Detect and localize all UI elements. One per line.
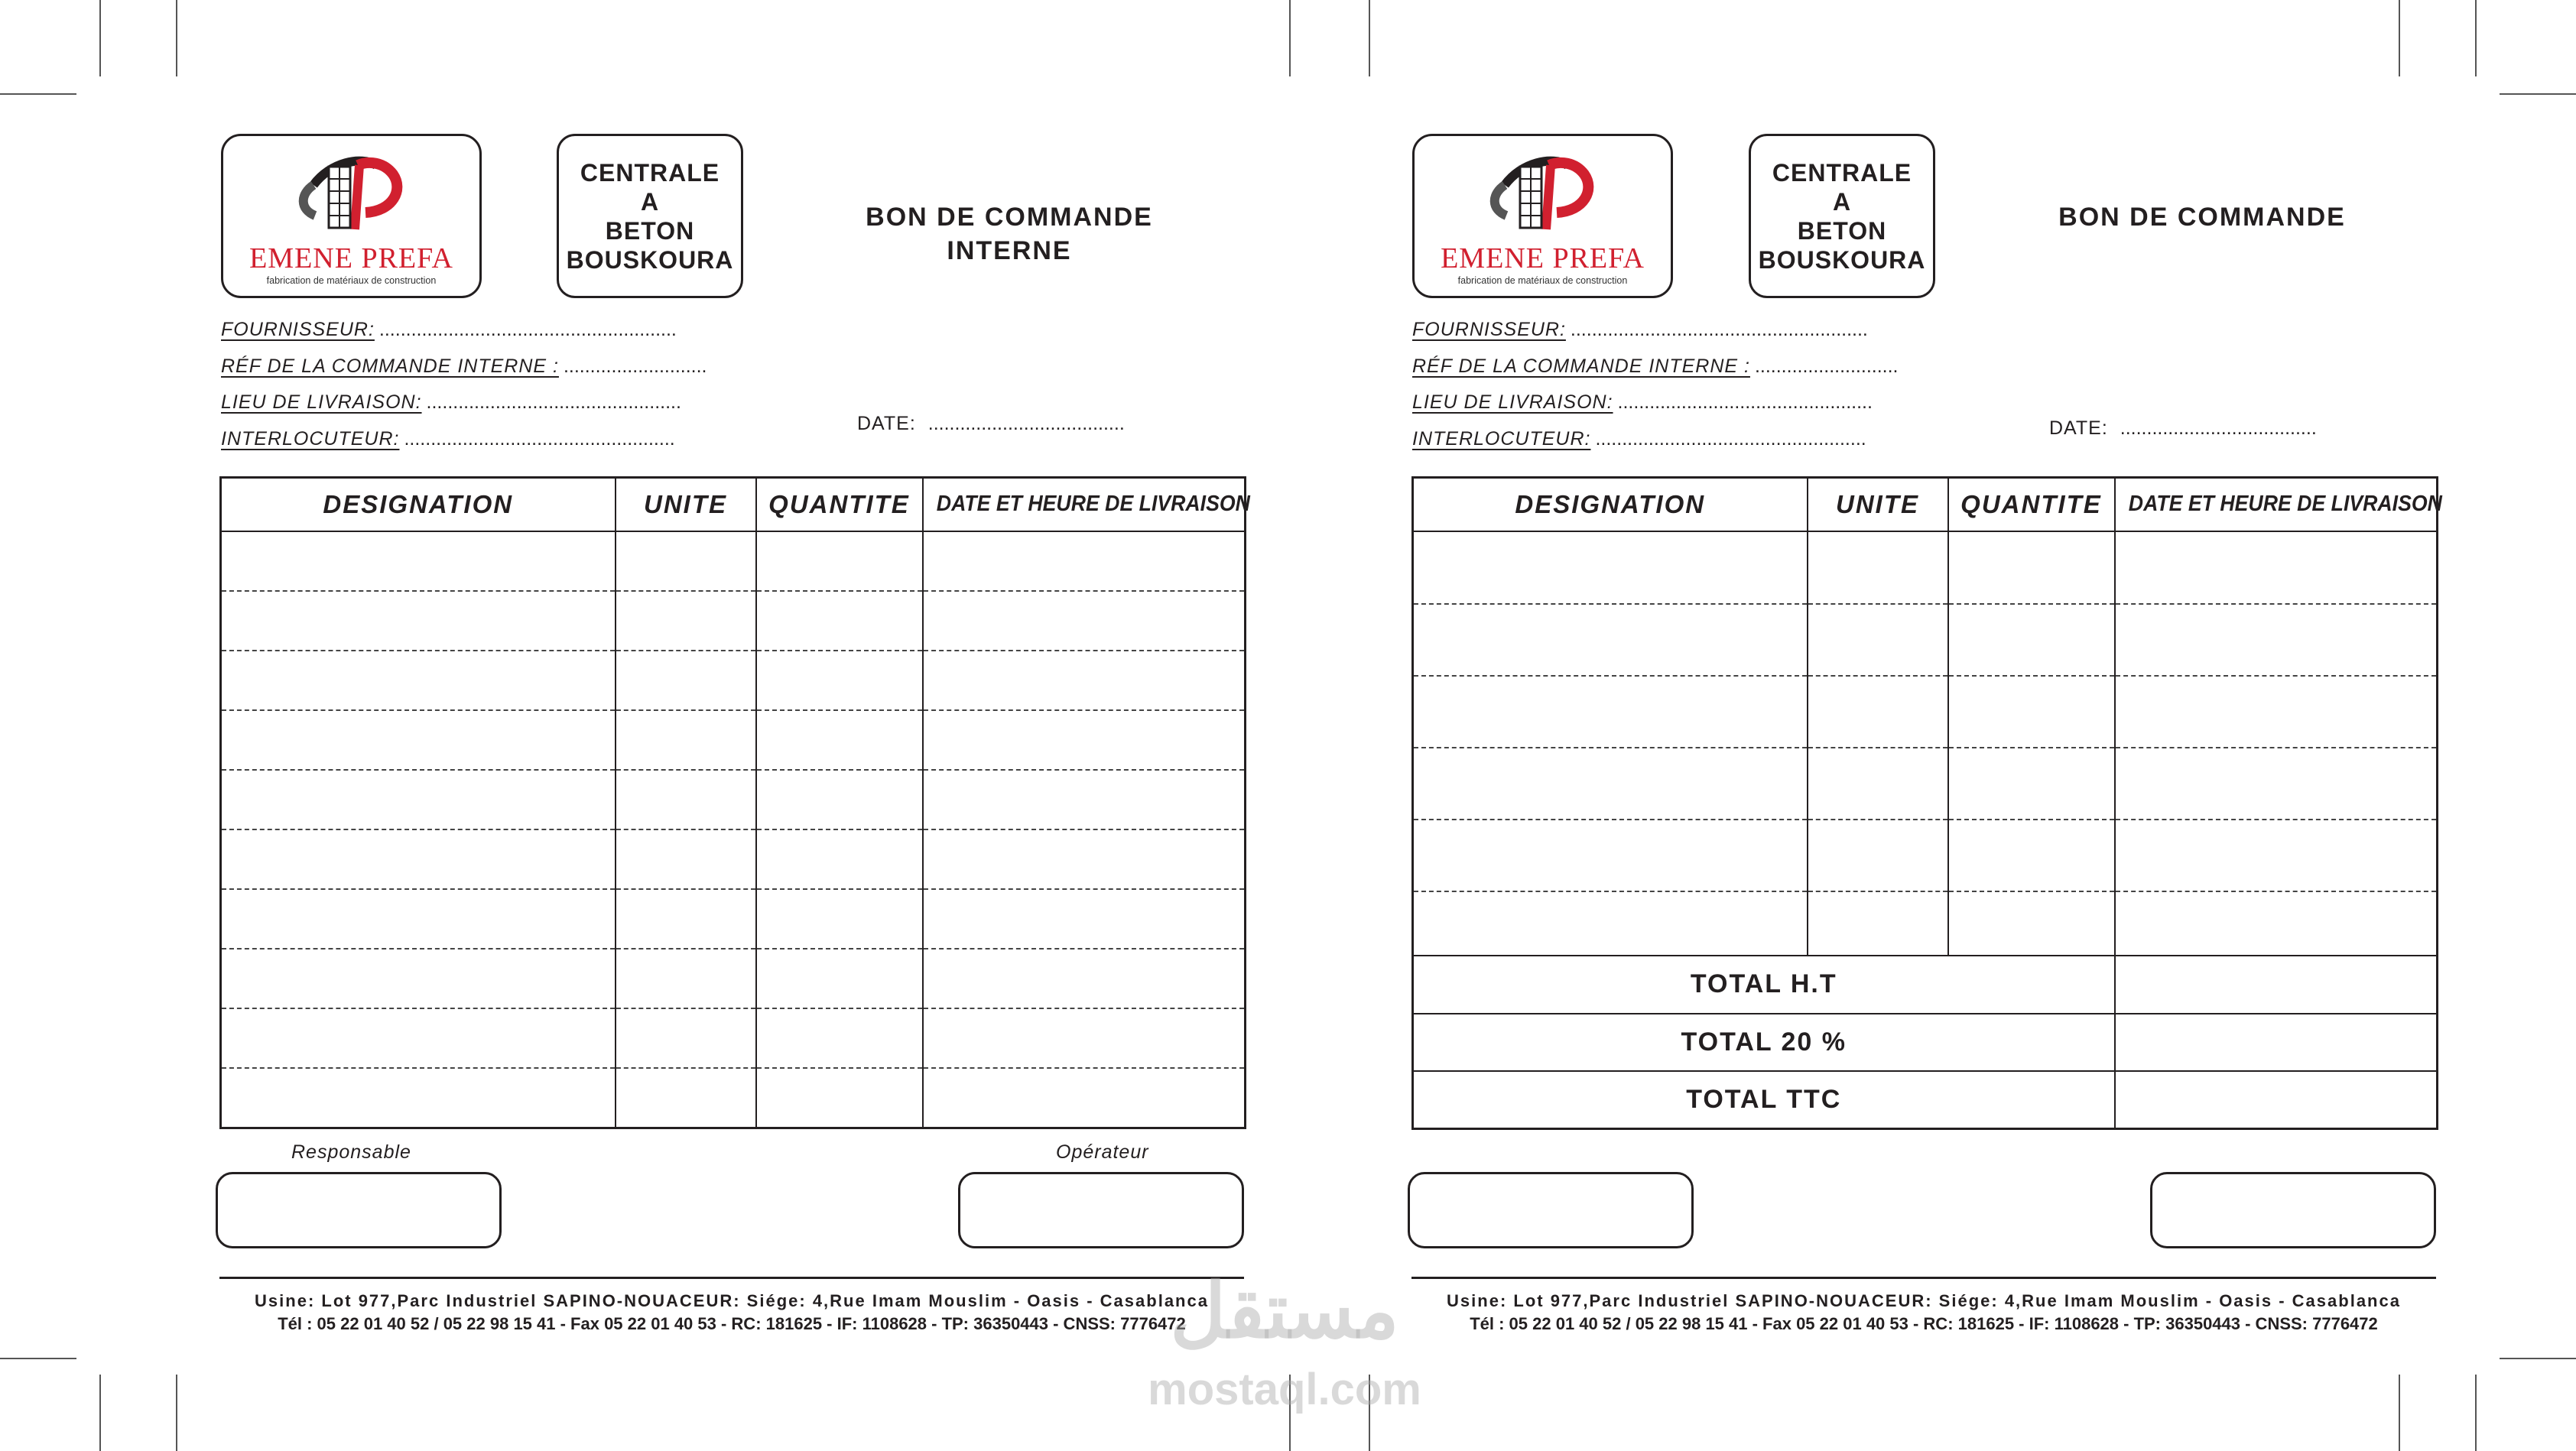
cell[interactable]	[221, 651, 616, 710]
field-interlocuteur[interactable]: INTERLOCUTEUR: ...................................................	[221, 428, 675, 450]
crop-mark	[0, 1358, 76, 1359]
cell[interactable]	[1948, 891, 2115, 956]
table-row	[221, 1068, 1246, 1128]
cell[interactable]	[1808, 676, 1948, 748]
plant-line: BOUSKOURA	[1758, 245, 1926, 274]
crop-mark	[2475, 0, 2477, 76]
cell[interactable]	[616, 1008, 756, 1068]
cell[interactable]	[221, 829, 616, 889]
total-ht-value[interactable]	[2115, 956, 2438, 1014]
plant-box	[557, 134, 743, 298]
col-unite: UNITE	[616, 478, 756, 531]
cell[interactable]	[923, 1068, 1246, 1128]
plant-line: BETON	[1797, 216, 1887, 245]
total-row-ht	[1413, 956, 2438, 1014]
table-row	[221, 829, 1246, 889]
form-title: BON DE COMMANDE	[2058, 203, 2346, 232]
footer-line: Usine: Lot 977,Parc Industriel SAPINO-NOUACEUR: Siége: 4,Rue Imam Mouslim - Oasis - Casablanca	[255, 1291, 1209, 1310]
signature-box-responsable[interactable]	[216, 1172, 502, 1248]
crop-mark	[2500, 93, 2576, 95]
field-ref-commande[interactable]: RÉF DE LA COMMANDE INTERNE : ...........................	[1412, 355, 1899, 377]
crop-mark	[99, 1375, 101, 1451]
brand-name: EMENE PREFA	[249, 242, 453, 274]
brand-tagline: fabrication de matériaux de construction	[1457, 275, 1628, 286]
cell[interactable]	[923, 829, 1246, 889]
field-interlocuteur[interactable]: INTERLOCUTEUR: ...................................................	[1412, 428, 1866, 450]
cell[interactable]	[1948, 676, 2115, 748]
cell[interactable]	[923, 710, 1246, 770]
cell[interactable]	[756, 710, 923, 770]
table-row	[221, 591, 1246, 651]
cell[interactable]	[2115, 531, 2438, 604]
footer-address	[1345, 1291, 2503, 1334]
crop-mark	[2475, 1375, 2477, 1451]
cell[interactable]	[616, 710, 756, 770]
cell[interactable]	[1413, 531, 1808, 604]
total-row-tva	[1413, 1014, 2438, 1071]
cell[interactable]	[1808, 891, 1948, 956]
crop-mark	[2399, 0, 2400, 76]
cell[interactable]	[221, 710, 616, 770]
cell[interactable]	[2115, 891, 2438, 956]
cell[interactable]	[923, 770, 1246, 829]
crop-mark	[176, 0, 177, 76]
cell[interactable]	[1413, 820, 1808, 891]
form-title-line: BON DE COMMANDE	[866, 203, 1153, 232]
cell[interactable]	[1413, 676, 1808, 748]
table-row	[221, 651, 1246, 710]
cell[interactable]	[616, 1068, 756, 1128]
col-designation: DESIGNATION	[1413, 478, 1808, 531]
cell[interactable]	[616, 949, 756, 1008]
signature-box-operateur[interactable]	[958, 1172, 1244, 1248]
cell[interactable]	[2115, 748, 2438, 820]
footer-line: Tél : 05 22 01 40 52 / 05 22 98 15 41 - Fax 05 22 01 40 53 - RC: 181625 - IF: 1108628 - TP: 36350443 - CNSS: 7776472	[278, 1314, 1186, 1333]
cell[interactable]	[221, 949, 616, 1008]
cell[interactable]	[923, 651, 1246, 710]
cell[interactable]	[756, 829, 923, 889]
cell[interactable]	[923, 1008, 1246, 1068]
table-row	[221, 531, 1246, 591]
cell[interactable]	[616, 770, 756, 829]
cell[interactable]	[756, 949, 923, 1008]
crop-mark	[2500, 1358, 2576, 1359]
crop-mark	[2399, 1375, 2400, 1451]
order-table	[1411, 476, 2442, 1130]
plant-line: CENTRALE	[580, 158, 720, 187]
plant-line: CENTRALE	[1772, 158, 1912, 187]
cell[interactable]	[1948, 748, 2115, 820]
table-row	[221, 1008, 1246, 1068]
cell[interactable]	[221, 591, 616, 651]
table-row	[221, 949, 1246, 1008]
cell[interactable]	[1808, 748, 1948, 820]
cell[interactable]	[1808, 604, 1948, 676]
plant-line: BETON	[605, 216, 695, 245]
cell[interactable]	[2115, 820, 2438, 891]
cell[interactable]	[616, 591, 756, 651]
cell[interactable]	[1413, 891, 1808, 956]
cell[interactable]	[1948, 604, 2115, 676]
table-row	[221, 770, 1246, 829]
table-row	[221, 710, 1246, 770]
cell[interactable]	[1413, 604, 1808, 676]
table-row	[1413, 604, 2438, 676]
watermark-latin: mostaql.com	[1148, 1365, 1421, 1414]
table-row	[221, 889, 1246, 949]
cell[interactable]	[756, 770, 923, 829]
order-table	[219, 476, 1250, 1129]
cell[interactable]	[923, 591, 1246, 651]
table-row	[1413, 820, 2438, 891]
cell[interactable]	[2115, 604, 2438, 676]
cell[interactable]	[756, 651, 923, 710]
logo-mark-icon	[1415, 139, 1671, 254]
cell[interactable]	[221, 889, 616, 949]
footer-line: Usine: Lot 977,Parc Industriel SAPINO-NOUACEUR: Siége: 4,Rue Imam Mouslim - Oasis - Casablanca	[1447, 1291, 2401, 1310]
cell[interactable]	[756, 1068, 923, 1128]
table-row	[1413, 676, 2438, 748]
cell[interactable]	[221, 1008, 616, 1068]
signature-label-operateur: Opérateur	[1056, 1141, 1149, 1163]
footer-line: Tél : 05 22 01 40 52 / 05 22 98 15 41 - Fax 05 22 01 40 53 - RC: 181625 - IF: 1108628 - TP: 36350443 - CNSS: 7776472	[1470, 1314, 2378, 1333]
company-logo	[221, 134, 482, 298]
col-quantite: QUANTITE	[756, 478, 923, 531]
cell[interactable]	[1808, 820, 1948, 891]
table-row	[1413, 748, 2438, 820]
table-header-row	[221, 478, 1246, 531]
field-fournisseur[interactable]: FOURNISSEUR: ........................................................	[221, 319, 677, 340]
total-ht-label: TOTAL H.T	[1413, 956, 2115, 1014]
col-date-livraison: DATE ET HEURE DE LIVRAISON	[2127, 478, 2424, 531]
signature-label-responsable: Responsable	[291, 1141, 411, 1163]
field-date[interactable]: DATE: .....................................	[857, 413, 1125, 434]
crop-mark	[176, 1375, 177, 1451]
total-tva-label: TOTAL 20 %	[1413, 1014, 2115, 1071]
cell[interactable]	[221, 1068, 616, 1128]
watermark-arabic: مستقل	[1170, 1268, 1399, 1354]
form-title-line: INTERNE	[947, 236, 1072, 265]
field-fournisseur[interactable]: FOURNISSEUR: ........................................................	[1412, 319, 1868, 340]
col-date-livraison: DATE ET HEURE DE LIVRAISON	[935, 478, 1232, 531]
field-date[interactable]: DATE: .....................................	[2049, 417, 2317, 439]
field-lieu-livraison[interactable]: LIEU DE LIVRAISON: ................................................	[1412, 391, 1873, 413]
cell[interactable]	[923, 949, 1246, 1008]
cell[interactable]	[756, 531, 923, 591]
footer-divider	[219, 1277, 1244, 1279]
total-ttc-value[interactable]	[2115, 1071, 2438, 1129]
crop-mark	[1369, 0, 1370, 76]
cell[interactable]	[756, 1008, 923, 1068]
plant-line: A	[640, 187, 660, 216]
cell[interactable]	[756, 591, 923, 651]
plant-line: A	[1832, 187, 1852, 216]
col-designation: DESIGNATION	[221, 478, 616, 531]
table-header-row	[1413, 478, 2438, 531]
plant-line: BOUSKOURA	[566, 245, 734, 274]
cell[interactable]	[616, 829, 756, 889]
cell[interactable]	[756, 889, 923, 949]
cell[interactable]	[1948, 531, 2115, 604]
logo-mark-icon	[223, 139, 479, 254]
table-row	[1413, 891, 2438, 956]
cell[interactable]	[221, 770, 616, 829]
total-ttc-label: TOTAL TTC	[1413, 1071, 2115, 1129]
cell[interactable]	[221, 531, 616, 591]
field-lieu-livraison[interactable]: LIEU DE LIVRAISON: ................................................	[221, 391, 681, 413]
table-row	[1413, 531, 2438, 604]
cell[interactable]	[1413, 748, 1808, 820]
cell[interactable]	[616, 889, 756, 949]
brand-tagline: fabrication de matériaux de construction	[266, 275, 437, 286]
plant-box	[1749, 134, 1935, 298]
crop-mark	[99, 0, 101, 76]
col-unite: UNITE	[1808, 478, 1948, 531]
cell[interactable]	[1808, 531, 1948, 604]
cell[interactable]	[923, 889, 1246, 949]
company-logo	[1412, 134, 1673, 298]
footer-divider	[1411, 1277, 2436, 1279]
field-ref-commande[interactable]: RÉF DE LA COMMANDE INTERNE : ...........................	[221, 355, 707, 377]
cell[interactable]	[1948, 820, 2115, 891]
brand-name: EMENE PREFA	[1441, 242, 1645, 274]
cell[interactable]	[616, 651, 756, 710]
crop-mark	[1289, 0, 1291, 76]
signature-box-left[interactable]	[1408, 1172, 1694, 1248]
form-title	[810, 200, 1208, 268]
cell[interactable]	[2115, 676, 2438, 748]
total-row-ttc	[1413, 1071, 2438, 1129]
signature-box-right[interactable]	[2150, 1172, 2436, 1248]
crop-mark	[0, 93, 76, 95]
cell[interactable]	[923, 531, 1246, 591]
col-quantite: QUANTITE	[1948, 478, 2115, 531]
total-tva-value[interactable]	[2115, 1014, 2438, 1071]
cell[interactable]	[616, 531, 756, 591]
